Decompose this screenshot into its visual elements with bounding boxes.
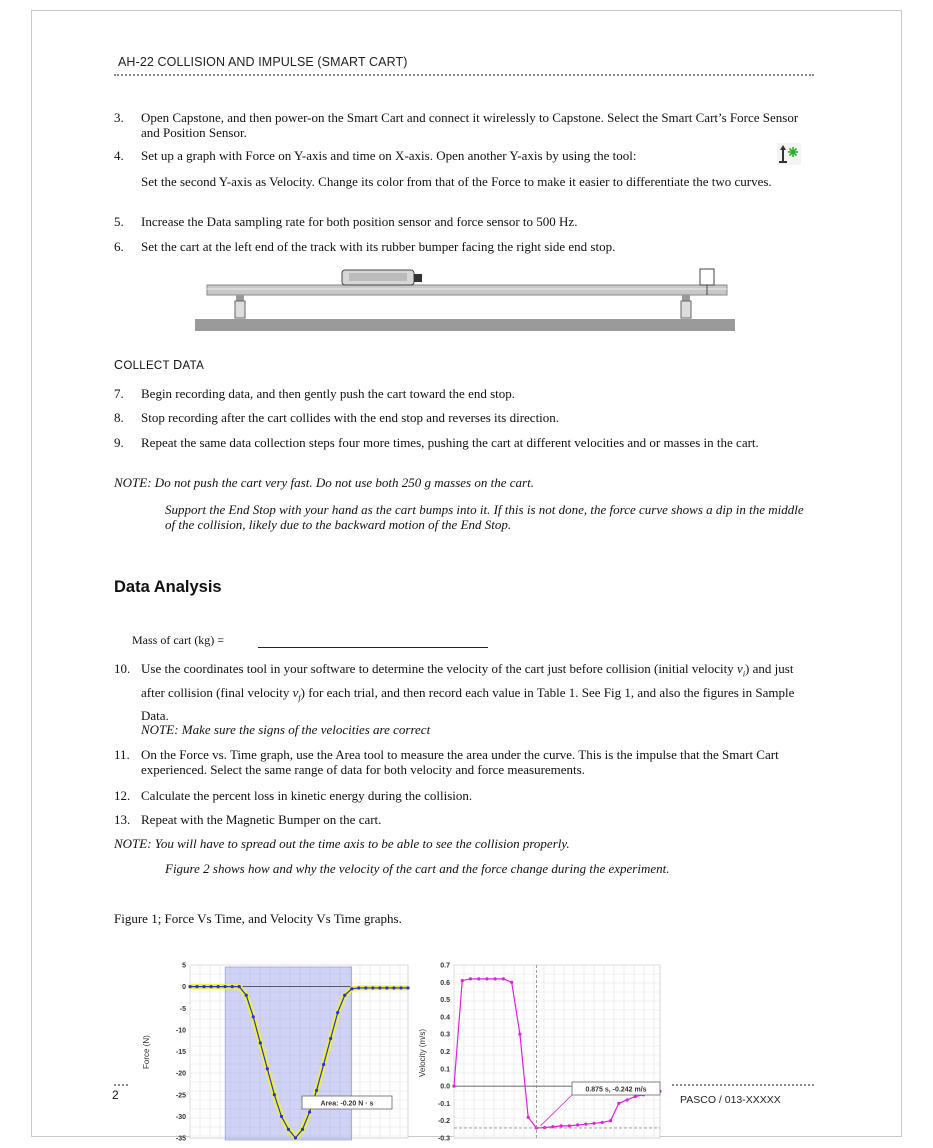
data-point: [406, 986, 409, 989]
step-number: 4.: [114, 148, 124, 163]
data-point: [477, 977, 480, 980]
data-point: [217, 985, 220, 988]
y-tick-label: -0.2: [437, 1118, 450, 1126]
force-vs-time-chart: [150, 943, 410, 1143]
y-tick-label: 0.1: [440, 1066, 450, 1074]
step-12: [114, 788, 814, 803]
header-rule: [114, 74, 814, 76]
mass-answer-line: [258, 647, 488, 648]
step-text: On the Force vs. Time graph, use the Area tool to measure the area under the curve. This is the impulse that the Smart Cart experienced. Select the same range of data for both velocity and force measurements.: [141, 747, 779, 777]
data-point: [329, 1037, 332, 1040]
y-tick-label: 0: [182, 984, 186, 992]
step-5: [114, 214, 814, 229]
step-text: Open Capstone, and then power-on the Smart Cart and connect it wirelessly to Capstone. Select the Smart Cart’s Force Sensor and Position Sensor.: [141, 110, 799, 140]
figure-1-caption: Figure 1; Force Vs Time, and Velocity Vs Time graphs.: [114, 911, 402, 926]
document-page: [31, 10, 902, 1143]
step-4: [114, 148, 814, 163]
y-tick-label: 0.3: [440, 1031, 450, 1039]
data-point: [609, 1119, 612, 1122]
step-number: 9.: [114, 435, 124, 450]
step-9: [114, 435, 814, 450]
step-10: [114, 660, 814, 725]
data-point: [399, 986, 402, 989]
note-signs: NOTE: Make sure the signs of the velocities are correct: [141, 722, 431, 737]
data-point: [510, 981, 513, 984]
step-text: Begin recording data, and then gently push the cart toward the end stop.: [141, 386, 516, 401]
page-number: 2: [112, 1088, 119, 1102]
y-tick-label: 0.2: [440, 1049, 450, 1056]
data-point: [336, 1011, 339, 1014]
data-point: [576, 1123, 579, 1126]
y-tick-label: 0.7: [440, 962, 450, 970]
y-tick-label: -10: [175, 1027, 186, 1035]
step-text: Increase the Data sampling rate for both position sensor and force sensor to 500 Hz.: [141, 214, 578, 229]
y-tick-label: -30: [175, 1113, 186, 1121]
data-point: [560, 1124, 563, 1127]
data-point: [357, 986, 360, 989]
data-point: [502, 977, 505, 980]
step-text: Set the second Y-axis as Velocity. Change its color from that of the Force to make it easier to differentiate the two curves.: [141, 174, 772, 189]
step-text: Calculate the percent loss in kinetic energy during the collision.: [141, 788, 473, 803]
step-number: 10.: [114, 661, 131, 676]
mass-label: Mass of cart (kg) =: [132, 633, 225, 647]
data-point: [195, 985, 198, 988]
step-text: Use the coordinates tool in your software to determine the velocity of the cart just before collision (initial velocity $v_i$) and just after collision (final velocity $v_f$) for each trial, and then record each value in Table 1. See Fig 1, and also the figures in Sample Data.: [141, 661, 795, 724]
data-point: [188, 985, 191, 988]
y-tick-label: -5: [179, 1005, 186, 1013]
y-tick-label: 0.5: [440, 997, 450, 1005]
step-number: 8.: [114, 410, 124, 425]
data-point: [392, 986, 395, 989]
footer-rule-left: [114, 1084, 128, 1086]
data-point: [280, 1115, 283, 1118]
y-tick-label: 0.4: [440, 1014, 450, 1022]
data-point: [518, 1033, 521, 1036]
data-point: [461, 979, 464, 982]
data-point: [592, 1122, 595, 1125]
y-tick-label: 0.0: [440, 1083, 450, 1091]
data-point: [371, 986, 374, 989]
y-tick-label: -20: [175, 1070, 186, 1078]
velocity-axis-title: Velocity (m/s): [418, 1028, 427, 1077]
data-point: [308, 1110, 311, 1113]
data-point: [452, 1085, 455, 1088]
track-illustration: [192, 261, 737, 336]
data-point: [245, 994, 248, 997]
y-tick-label: -0.3: [437, 1135, 450, 1143]
data-point: [224, 985, 227, 988]
final-velocity-symbol: $v_f$: [292, 684, 301, 703]
data-point: [315, 1089, 318, 1092]
data-point: [259, 1041, 262, 1044]
step-number: 5.: [114, 214, 124, 229]
step-3: [114, 110, 814, 140]
data-point: [287, 1128, 290, 1131]
step-number: 12.: [114, 788, 131, 803]
y-tick-label: 0.6: [440, 979, 450, 987]
footer-rule-right: [672, 1084, 814, 1086]
running-header: AH-22 COLLISION AND IMPULSE (SMART CART): [118, 55, 408, 69]
step-number: 3.: [114, 110, 124, 125]
step-number: 7.: [114, 386, 124, 401]
data-point: [527, 1116, 530, 1119]
step-number: 11.: [114, 747, 130, 762]
step-13: [114, 812, 814, 827]
step-number: 6.: [114, 239, 124, 254]
y-tick-label: -35: [175, 1135, 186, 1143]
note-end-stop: Support the End Stop with your hand as the cart bumps into it. If this is not done, the force curve shows a dip in the middle of the collision, likely due to the backward motion of the End Stop.: [165, 502, 804, 532]
step-number: 13.: [114, 812, 131, 827]
data-point: [601, 1121, 604, 1124]
data-point: [350, 987, 353, 990]
force-axis-title: Force (N): [142, 1035, 151, 1069]
data-point: [231, 985, 234, 988]
annotation-text: 0.875 s, -0.242 m/s: [585, 1086, 647, 1094]
initial-velocity-symbol: $v_i$: [737, 661, 746, 679]
note-spread: NOTE: You will have to spread out the time axis to be able to see the collision properly.: [114, 836, 570, 851]
data-point: [266, 1067, 269, 1070]
data-point: [469, 977, 472, 980]
step-8: [114, 410, 814, 425]
data-point: [378, 986, 381, 989]
add-y-axis-tool-icon: [777, 143, 801, 165]
data-point: [294, 1136, 297, 1139]
step-7: [114, 386, 814, 401]
note-push: NOTE: Do not push the cart very fast. Do not use both 250 g masses on the cart.: [114, 475, 534, 490]
step-text: Repeat with the Magnetic Bumper on the cart.: [141, 812, 382, 827]
data-point: [625, 1098, 628, 1101]
step-11: [114, 747, 814, 777]
y-tick-label: -15: [175, 1049, 186, 1056]
data-point: [301, 1128, 304, 1131]
step-6: [114, 239, 814, 254]
data-point: [568, 1124, 571, 1127]
coordinate-annotation: [572, 1082, 660, 1095]
data-point: [494, 977, 497, 980]
data-point: [617, 1102, 620, 1105]
data-point: [343, 994, 346, 997]
data-point: [238, 985, 241, 988]
step-text: Set the cart at the left end of the track with its rubber bumper facing the right side end stop.: [141, 239, 616, 254]
area-annotation: [302, 1096, 392, 1109]
collect-data-heading: COLLECT DATA: [114, 358, 205, 372]
y-tick-label: -0.1: [437, 1100, 450, 1108]
data-point: [364, 986, 367, 989]
data-point: [485, 977, 488, 980]
velocity-vs-time-chart: [430, 943, 662, 1143]
data-point: [385, 986, 388, 989]
data-point: [273, 1093, 276, 1096]
plot-area: [454, 965, 660, 1138]
document-id: PASCO / 013-XXXXX: [680, 1094, 781, 1106]
figure-2-note: Figure 2 shows how and why the velocity of the cart and the force change during the experiment.: [165, 861, 670, 876]
data-point: [584, 1123, 587, 1126]
data-point: [322, 1063, 325, 1066]
step-text: Repeat the same data collection steps four more times, pushing the cart at different velocities and or masses in the cart.: [141, 435, 759, 450]
y-tick-label: -25: [175, 1092, 186, 1100]
step-4-continued: [114, 174, 814, 189]
annotation-text: Area: -0.20 N · s: [320, 1100, 374, 1108]
y-tick-label: 5: [182, 962, 186, 970]
section-heading: Data Analysis: [114, 578, 222, 596]
data-point: [252, 1015, 255, 1018]
data-point: [209, 985, 212, 988]
data-point: [202, 985, 205, 988]
step-text: Stop recording after the cart collides with the end stop and reverses its direction.: [141, 410, 560, 425]
step-text: Set up a graph with Force on Y-axis and time on X-axis. Open another Y-axis by using the tool:: [141, 148, 637, 163]
